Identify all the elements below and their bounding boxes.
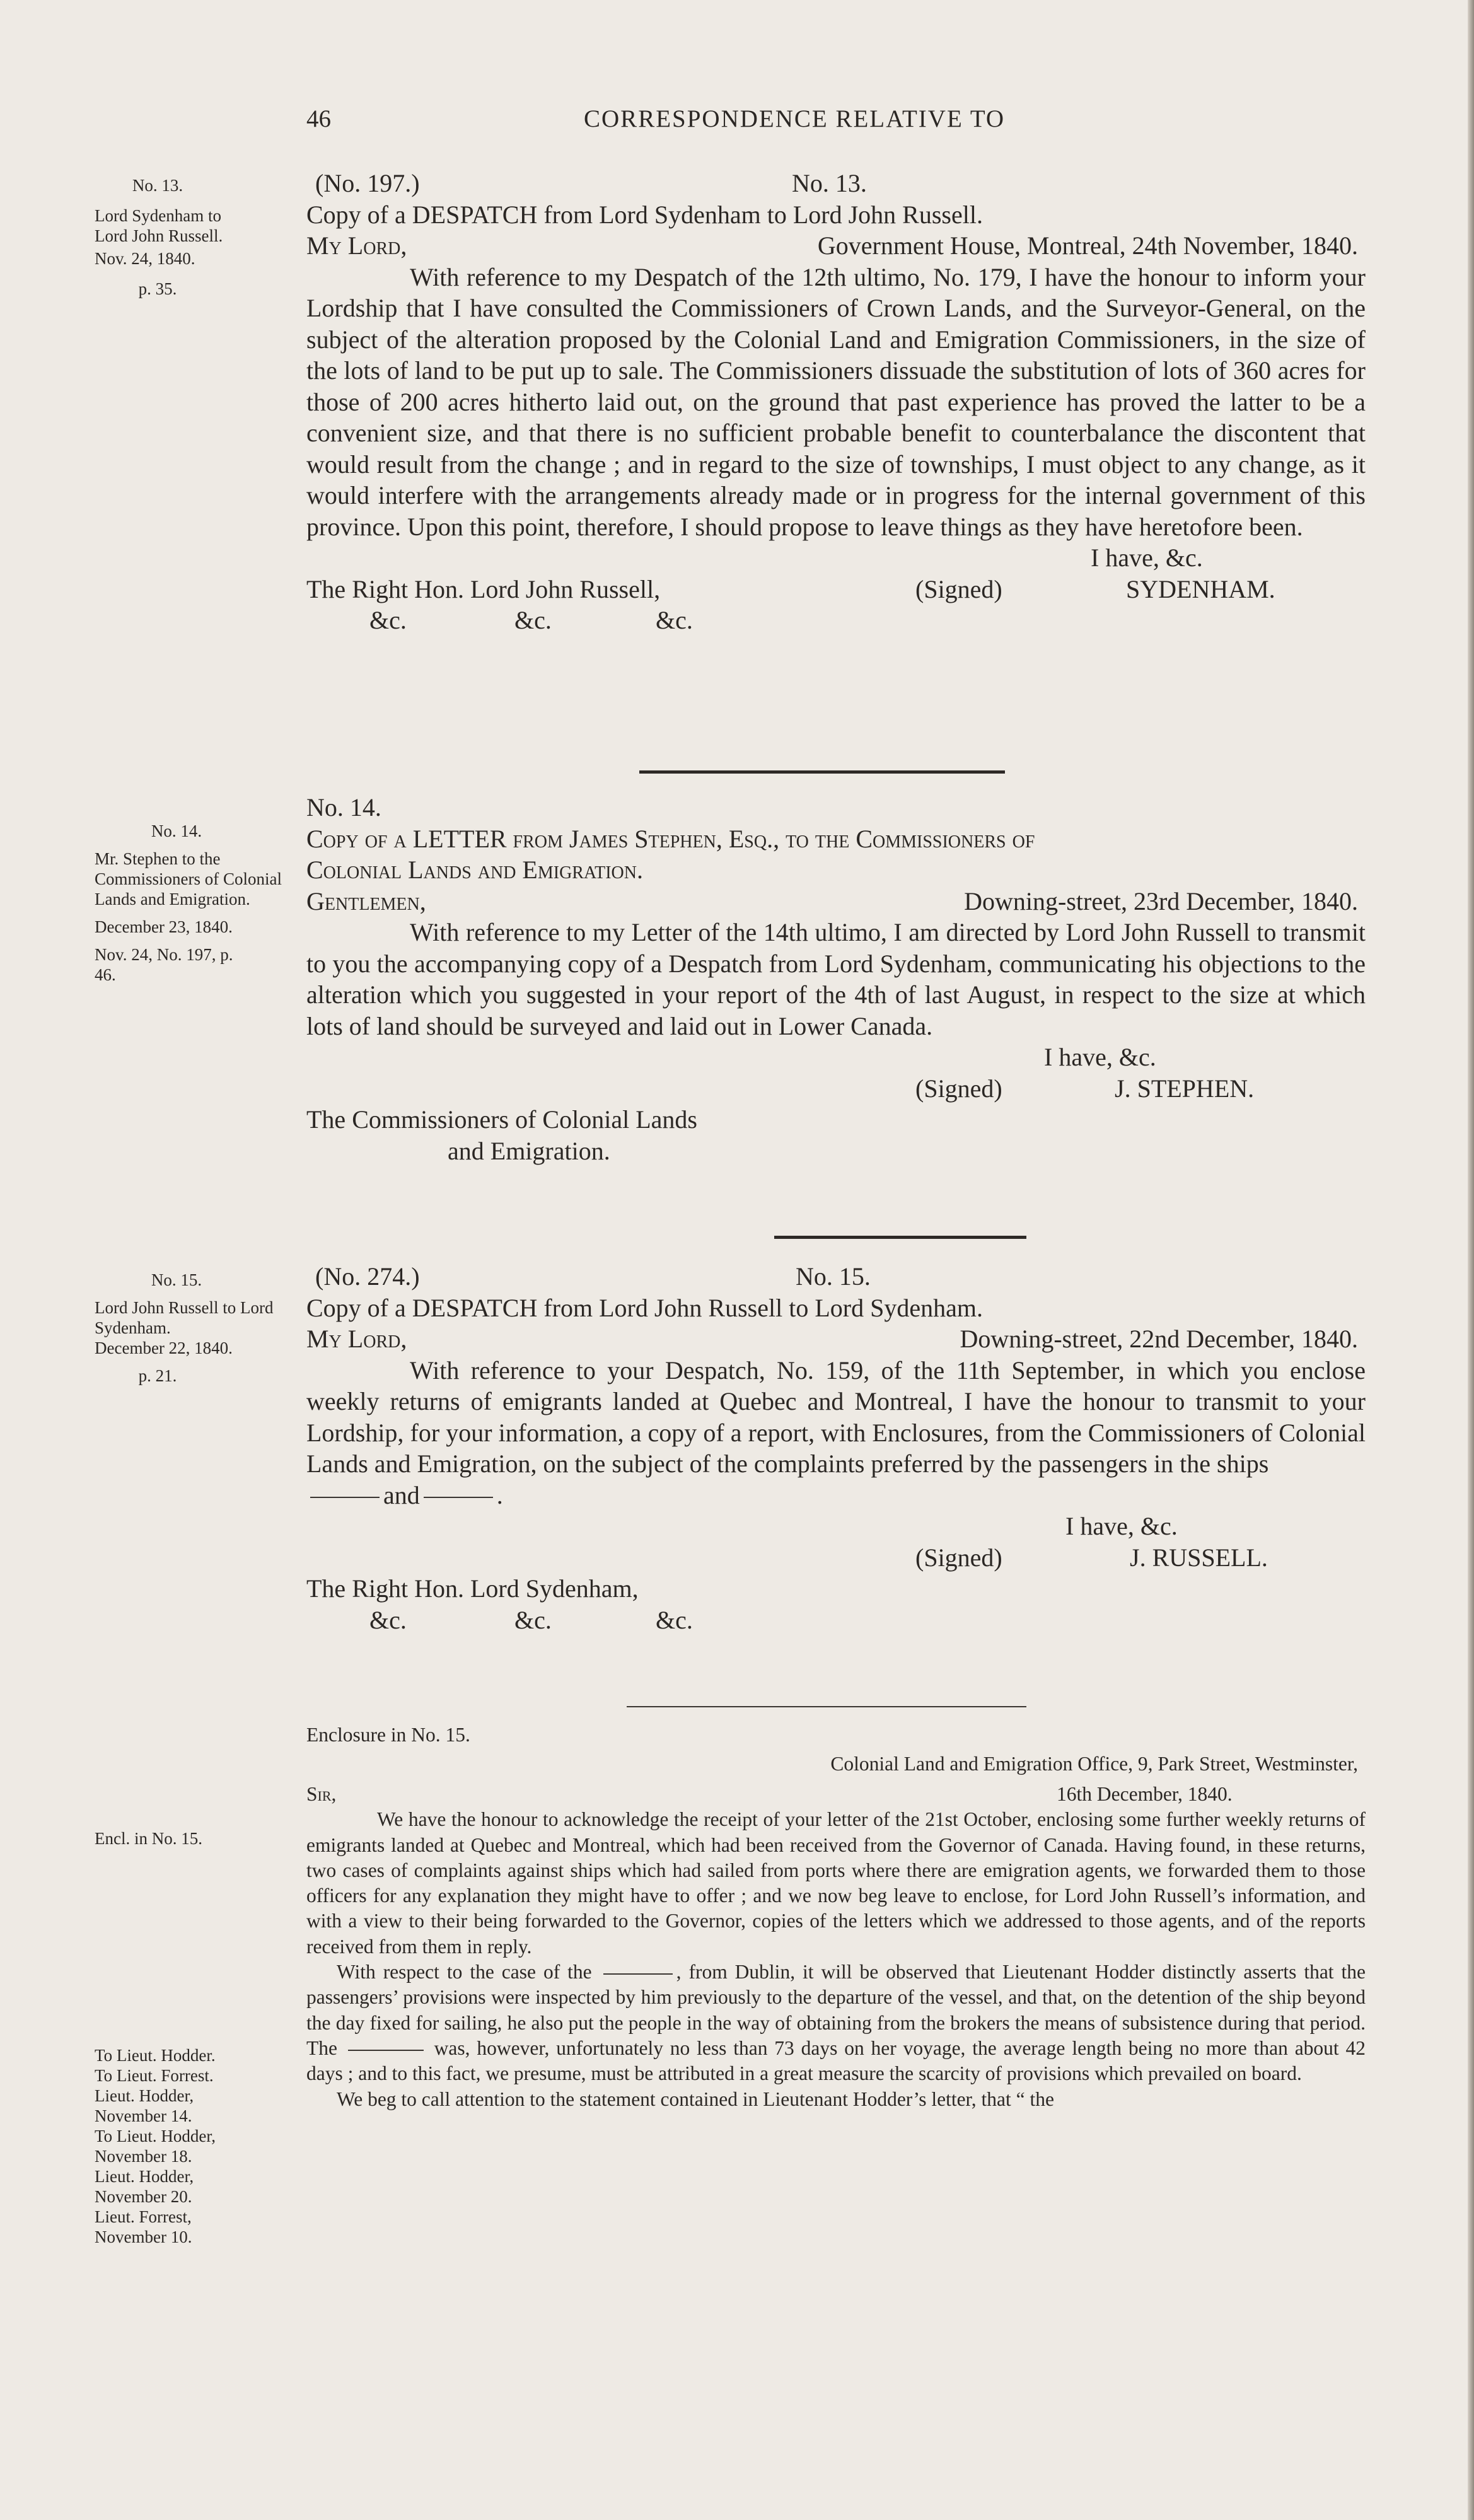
section-divider [774,1236,1026,1239]
ships-blanks: and . [306,1480,503,1511]
enclosure-paragraph-2: With respect to the case of the , from Dublin, it will be observed that Lieutenant Hodder distinctly asserts that the passengers’ provisions were inspected by him previously to the departure of the vessel, and that, on the detention of the ship beyond the day fixed for sailing, he also put the people in the way of obtaining from the brokers the means of subsistence during that period. The was, however, unfortunately no less than 73 days on her voyage, the average length being no more than about 42 days ; and to this fact, we presume, must be attributed in a great measure the scarcity of provisions which prevailed on board. [306,1961,1366,2085]
letter-number: No. 14. [306,793,381,822]
margin-route: Lord Sydenham to Lord John Russell. [95,206,223,245]
margin-letter-2: To Lieut. Forrest. [95,2066,214,2085]
section-divider [639,770,1005,774]
running-title: CORRESPONDENCE RELATIVE TO [584,105,1006,132]
etc-2: &c. [514,1605,552,1634]
addressee: The Right Hon. Lord Sydenham, [306,1574,639,1603]
enclosure-heading: Enclosure in No. 15. [306,1724,470,1746]
despatch-number: No. 13. [792,169,867,197]
signature: J. RUSSELL. [1130,1543,1268,1572]
margin-letter-5: Lieut. Hodder, November 20. [95,2167,194,2206]
salutation: Gentlemen, [306,886,426,915]
blank-ship-name [424,1497,493,1498]
addressee: The Right Hon. Lord John Russell, [306,574,661,603]
margin-enclosure-ref: Encl. in No. 15. [95,1829,202,1848]
signature: SYDENHAM. [1126,574,1275,603]
blank-ship-name [603,1973,673,1975]
page-number: 46 [306,105,331,132]
addressee-line2: and Emigration. [448,1136,610,1165]
margin-notes-enclosure [95,1828,296,1849]
blank-ship-name [348,2050,424,2051]
enclosure-paragraph-3: We beg to call attention to the statement contained in Lieutenant Hodder’s letter, that “ the [337,2087,1054,2110]
page-edge-shadow [1468,0,1474,2520]
letter-title-line2: Colonial Lands and Emigration. [306,856,643,884]
margin-date: December 22, 1840. [95,1338,233,1357]
margin-letter-1: To Lieut. Hodder. [95,2046,216,2065]
letter-no14 [306,792,1366,1166]
place-date: Government House, Montreal, 24th November, 1840. [817,231,1358,260]
despatch-body: With reference to my Despatch of the 12th ultimo, No. 179, I have the honour to inform your Lordship that I have consulted the Commissioners of Crown Lands, and the Surveyor-General, on the subject of the alteration proposed by the Colonial Land and Emigration Commissioners, in the size of the lots of land to be put up to sale. The Commissioners dissuade the substitution of lots of 360 acres for those of 200 acres hitherto laid out, on the ground that past experience has proved the latter to be a convenient size, and that there is no sufficient probable benefit to counterbalance the discontent that would result from the change ; and in regard to the size of townships, I must object to any change, as it would interfere with the arrangements already made or in progress for the internal government of this province. Upon this point, therefore, I should propose to leave things as they have heretofore been. [306,262,1366,541]
despatch-no15 [306,1261,1366,1635]
margin-letter-4: To Lieut. Hodder, November 18. [95,2127,216,2166]
margin-notes-letters [95,2045,284,2247]
salutation: My Lord, [306,231,407,260]
despatch-title: Copy of a DESPATCH from Lord Sydenham to Lord John Russell. [306,200,983,229]
margin-route: Lord John Russell to Lord Sydenham. [95,1298,274,1337]
enclosure-paragraph-1: We have the honour to acknowledge the receipt of your letter of the 21st October, enclosing some further weekly returns of emigrants landed at Quebec and Montreal, which had been received from the Governor of Canada. Having found, in these returns, two cases of complaints against ships which had sailed from ports where there are emigration agents, we forwarded them to those officers for any explanation they might have to offer ; and we now beg leave to enclose, for Lord John Russell’s information, and with a view to their being forwarded to the Governor, copies of the letters which we addressed to those agents, and of the reports received from them in reply. [306,1808,1366,1958]
margin-date: Nov. 24, 1840. [95,249,195,268]
despatch-ref: (No. 197.) [315,169,420,197]
place-date: Downing-street, 22nd December, 1840. [960,1325,1358,1353]
addressee-line1: The Commissioners of Colonial Lands [306,1105,697,1134]
despatch-ref: (No. 274.) [315,1262,420,1291]
margin-number: No. 14. [151,822,202,840]
etc-1: &c. [369,606,407,634]
enclosure-divider [627,1706,1026,1707]
letter-body: With reference to my Letter of the 14th ultimo, I am directed by Lord John Russell to transmit to you the accompanying copy of a Despatch from Lord Sydenham, communicating his objections to the alteration which you suggested in your report of the 4th of last August, in respect to the size at which lots of land should be surveyed and laid out in Lower Canada. [306,918,1366,1040]
margin-page-ref: p. 21. [138,1366,177,1385]
signed-label: (Signed) [915,1543,1002,1572]
etc-2: &c. [514,606,552,634]
closing: I have, &c. [1044,1043,1156,1071]
closing: I have, &c. [1065,1512,1178,1540]
blank-ship-name [310,1497,380,1498]
etc-3: &c. [656,1605,693,1634]
margin-page-ref: p. 35. [138,279,177,298]
margin-notes-no14 [95,821,296,985]
margin-letter-3: Lieut. Hodder, November 14. [95,2086,194,2125]
signature: J. STEPHEN. [1115,1074,1255,1103]
enclosure-no15 [306,1722,1366,2112]
margin-number: No. 13. [132,176,183,195]
despatch-no13 [306,168,1366,636]
etc-1: &c. [369,1605,407,1634]
salutation: My Lord, [306,1325,407,1353]
closing: I have, &c. [1091,543,1203,572]
despatch-body: With reference to your Despatch, No. 159, of the 11th September, in which you enclose weekly returns of emigrants landed at Quebec and Montreal, I have the honour to transmit to your Lordship, for your information, a copy of a report, with Enclosures, from the Commissioners of Colonial Lands and Emigration, on the subject of the complaints preferred by the passengers in the ships [306,1356,1366,1478]
enclosure-salutation: Sir, [306,1783,337,1806]
margin-notes-no13 [95,175,296,299]
letter-title-line1: Copy of a LETTER from James Stephen, Esq., to the Commissioners of [306,824,1035,853]
margin-number: No. 15. [151,1270,202,1289]
signed-label: (Signed) [915,1074,1002,1103]
margin-letter-6: Lieut. Forrest, November 10. [95,2207,192,2246]
despatch-title: Copy of a DESPATCH from Lord John Russell to Lord Sydenham. [306,1293,983,1322]
running-head [306,105,1366,142]
margin-page-ref: Nov. 24, No. 197, p. 46. [95,945,233,984]
enclosure-address: Colonial Land and Emigration Office, 9, Park Street, Westminster, [830,1753,1358,1775]
despatch-number: No. 15. [796,1262,871,1291]
ships-connector: and [383,1480,420,1509]
margin-notes-no15 [95,1270,296,1386]
etc-3: &c. [656,606,693,634]
enclosure-date: 16th December, 1840. [1057,1783,1233,1806]
margin-date: December 23, 1840. [95,917,233,936]
place-date: Downing-street, 23rd December, 1840. [964,886,1358,915]
signed-label: (Signed) [915,574,1002,603]
margin-route: Mr. Stephen to the Commissioners of Colonial Lands and Emigration. [95,849,282,909]
